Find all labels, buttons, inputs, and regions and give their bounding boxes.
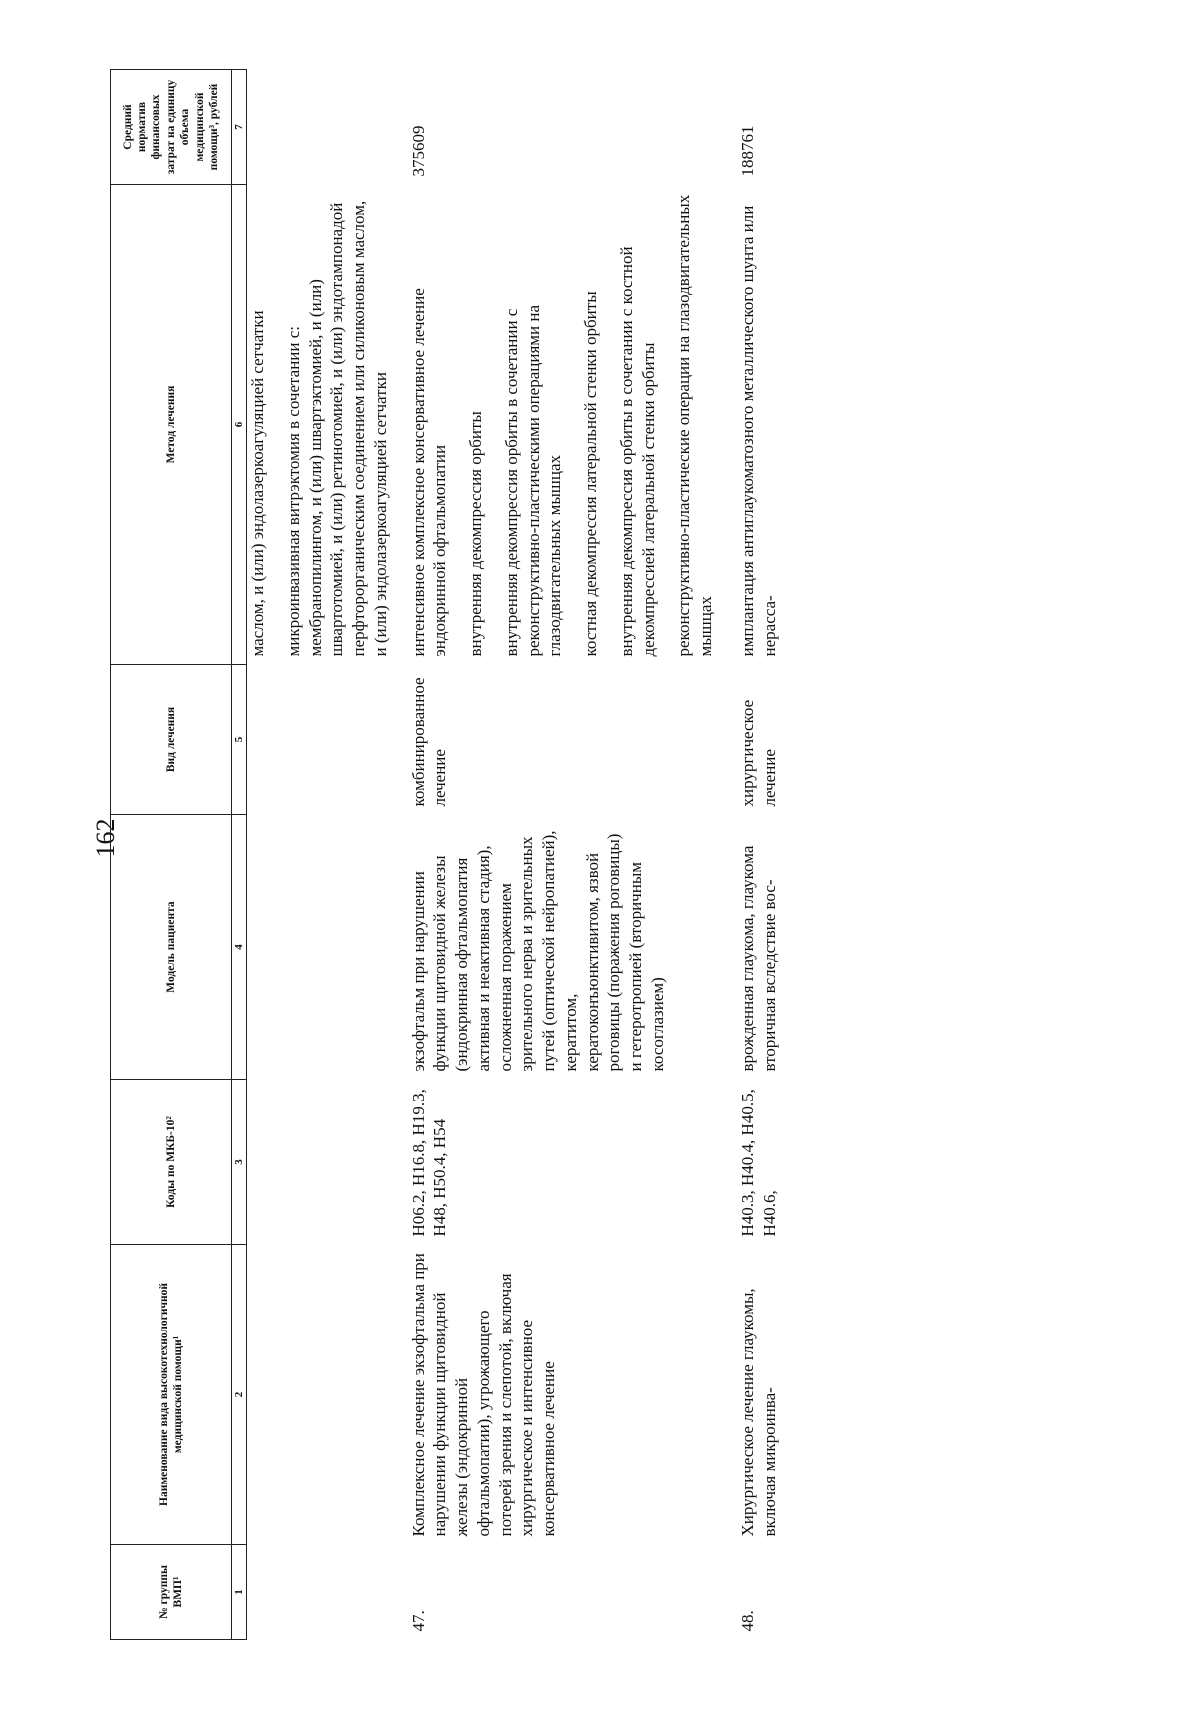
table-row	[719, 70, 783, 1640]
header-care-type: Наименование вида высокотехнологичной медицинской помощи¹	[111, 1245, 232, 1545]
care-type-cell: Комплексное лечение экзофтальма при нарушении функции щитовидной железы (эндокринной офтальмопатии), угрожающего потерей зрения и слепотой, включая хирургическое и интенсивное консервативное лечение	[408, 1253, 558, 1537]
treatment-methods-cell	[247, 185, 394, 665]
column-number: 7	[232, 70, 247, 185]
cost-norm-cell: 188761	[737, 125, 757, 177]
treatment-type-cell: комбинированное лечение	[408, 677, 450, 807]
column-number: 6	[232, 185, 247, 665]
column-number: 4	[232, 815, 247, 1080]
care-type-cell: Хирургическое лечение глаукомы, включая микроинва-	[737, 1288, 779, 1537]
header-patient-model: Модель пациента	[111, 815, 232, 1080]
header-group-number: № группы ВМП¹	[111, 1545, 232, 1640]
treatment-method-item: реконструктивно-пластические операции на глазодвигательных мышцах	[674, 194, 715, 657]
header-treatment-type: Вид лечения	[111, 665, 232, 815]
rotated-table-region	[110, 70, 1090, 1640]
column-number: 1	[232, 1545, 247, 1640]
treatment-methods-cell	[394, 185, 719, 665]
group-number-cell: 47.	[408, 1610, 428, 1632]
treatment-methods-cell	[719, 185, 783, 665]
page-number: 162	[91, 818, 120, 858]
vmp-table	[110, 69, 782, 1640]
icd-codes-cell: H40.3, H40.4, H40.5, H40.6,	[737, 1089, 779, 1237]
column-number: 5	[232, 665, 247, 815]
treatment-method-item: интенсивное комплексное консервативное лечение эндокринной офтальмопатии	[408, 288, 450, 657]
header-row	[111, 70, 232, 1640]
header-icd-codes: Коды по МКБ-10²	[111, 1080, 232, 1245]
table-row	[394, 70, 719, 1640]
treatment-method-item: внутренняя декомпрессия орбиты в сочетании с реконструктивно-пластическими операциями на глазодвигательных мышцах	[501, 304, 565, 657]
header-cost-norm: Средний норматив финансовых затрат на единицу объема медицинской помощи³, рублей	[111, 70, 232, 185]
header-treatment-method: Метод лечения	[111, 185, 232, 665]
table-row-continuation	[247, 70, 394, 1640]
cost-norm-cell: 375609	[408, 125, 428, 177]
treatment-method-item: микроинвазивная витрэктомия в сочетании с: мембранопилингом, и (или) швартэктомией, и (или) швартотомией, и (или) ретинотомией, и (или) эндотампонадой перфторорганическим соединением или силиконовым маслом, и (или) эндолазеркоагуляцией сетчатки	[283, 200, 390, 657]
treatment-method-item: имплантация антиглаукоматозного металлического шунта или нерасса-	[737, 205, 779, 657]
treatment-type-cell: хирургическое лечение	[737, 699, 779, 807]
treatment-method-item: костная декомпрессия латеральной стенки орбиты	[581, 291, 600, 657]
group-number-cell: 48.	[737, 1610, 757, 1632]
patient-model-cell: врожденная глаукома, глаукома вторичная вследствие вос-	[737, 845, 779, 1072]
column-number: 3	[232, 1080, 247, 1245]
treatment-method-item: внутренняя декомпрессия орбиты	[466, 411, 485, 657]
patient-model-cell: экзофтальм при нарушении функции щитовидной железы (эндокринная офтальмопатия активная и неактивная стадия), осложненная поражением зрительного нерва и зрительных путей (оптической нейропатией), кератитом, кератоконъюнктивитом, язвой роговицы (поражения роговицы) и гетеротропией (вторичным косоглазием)	[408, 830, 667, 1072]
icd-codes-cell: H06.2, H16.8, H19.3, H48, H50.4, H54	[408, 1089, 450, 1237]
treatment-method-item: внутренняя декомпрессия орбиты в сочетании с костной декомпрессией латеральной стенки орбиты	[616, 246, 658, 657]
column-number-row	[232, 70, 247, 1640]
treatment-method-item: маслом, и (или) эндолазеркоагуляцией сетчатки	[248, 310, 267, 657]
column-number: 2	[232, 1245, 247, 1545]
